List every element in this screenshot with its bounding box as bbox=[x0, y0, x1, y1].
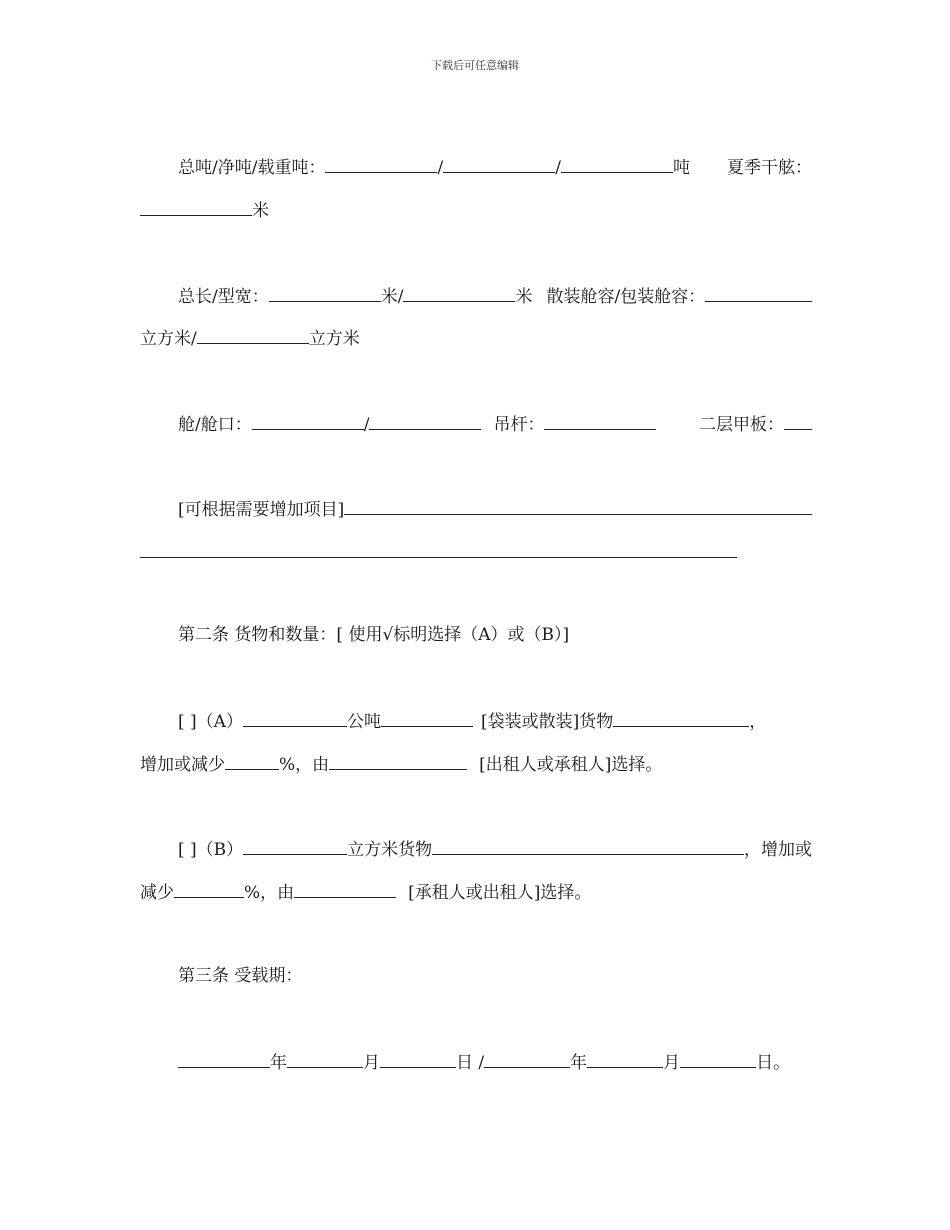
start-year-blank[interactable] bbox=[178, 1050, 270, 1068]
extra-items-blank[interactable] bbox=[344, 497, 812, 515]
option-a-percent-blank[interactable] bbox=[225, 752, 279, 770]
net-tonnage-blank[interactable] bbox=[443, 155, 555, 173]
unit-label: 吨 bbox=[672, 158, 690, 178]
option-a-tag: （A） bbox=[196, 712, 243, 732]
deadweight-blank[interactable] bbox=[561, 155, 673, 173]
derricks-blank[interactable] bbox=[544, 412, 656, 430]
option-a-packing-blank[interactable] bbox=[381, 709, 473, 727]
derricks-label: 吊杆： bbox=[493, 415, 545, 435]
bale-capacity-blank[interactable] bbox=[197, 326, 309, 344]
extra-items-line bbox=[140, 497, 812, 521]
option-b-cargo-label: 立方米货物 bbox=[347, 840, 433, 860]
year-label: 年 bbox=[270, 1053, 287, 1073]
option-b-tolerance-label: ，增加或 bbox=[744, 840, 812, 860]
option-b-line bbox=[140, 837, 812, 861]
start-month-blank[interactable] bbox=[287, 1050, 363, 1068]
hatches-blank[interactable] bbox=[369, 412, 481, 430]
option-b-tag: （B） bbox=[196, 840, 244, 860]
holds-line bbox=[140, 412, 812, 436]
article-2-heading: 第二条 货物和数量：[ 使用√标明选择（A）或（B）] bbox=[178, 625, 570, 645]
article-3-heading: 第三条 受载期： bbox=[178, 966, 303, 986]
option-b-percent-blank[interactable] bbox=[174, 880, 244, 898]
summer-freeboard-blank[interactable] bbox=[140, 198, 252, 216]
extra-items-continuation bbox=[140, 539, 812, 561]
summer-freeboard-line bbox=[140, 198, 812, 222]
breadth-blank[interactable] bbox=[403, 284, 515, 302]
option-a-party-blank[interactable] bbox=[329, 752, 467, 770]
option-b-volume-blank[interactable] bbox=[243, 837, 347, 855]
option-a-line bbox=[140, 709, 812, 733]
month-label: 月 bbox=[663, 1053, 681, 1073]
option-a-line-2 bbox=[140, 752, 812, 776]
end-year-blank[interactable] bbox=[484, 1050, 570, 1068]
option-a-tolerance-label: 增加或减少 bbox=[140, 755, 225, 775]
separator: / bbox=[363, 415, 370, 435]
unit-label: 米/ bbox=[380, 287, 404, 307]
extra-items-blank-2[interactable] bbox=[140, 540, 737, 558]
page-header: 下载后可任意编辑 bbox=[431, 59, 519, 72]
unit-label: 米 bbox=[252, 201, 269, 221]
length-blank[interactable] bbox=[269, 284, 381, 302]
separator: / bbox=[437, 158, 444, 178]
day-label: 日 / bbox=[456, 1053, 485, 1073]
option-a-by-label: %，由 bbox=[279, 755, 330, 775]
dimensions-label: 总长/型宽： bbox=[178, 287, 269, 307]
capacity-line bbox=[140, 326, 812, 350]
option-b-checkbox[interactable]: [ ] bbox=[178, 840, 197, 860]
tweendeck-blank[interactable] bbox=[784, 412, 812, 430]
summer-freeboard-label: 夏季干舷： bbox=[727, 158, 812, 178]
tweendeck-label: 二层甲板： bbox=[699, 415, 784, 435]
punctuation: ， bbox=[749, 712, 767, 732]
end-month-blank[interactable] bbox=[587, 1050, 663, 1068]
unit-label: 公吨 bbox=[346, 712, 381, 732]
bulk-capacity-blank[interactable] bbox=[705, 284, 812, 302]
start-day-blank[interactable] bbox=[380, 1050, 456, 1068]
unit-label: 米 bbox=[515, 287, 533, 307]
option-a-cargo-label: [袋装或散装]货物 bbox=[480, 712, 614, 732]
year-label: 年 bbox=[570, 1053, 588, 1073]
option-b-cargo-blank[interactable] bbox=[432, 837, 744, 855]
gross-tonnage-blank[interactable] bbox=[325, 155, 437, 173]
option-a-tons-blank[interactable] bbox=[243, 709, 347, 727]
holds-blank[interactable] bbox=[252, 412, 364, 430]
laydays-line bbox=[140, 1050, 812, 1074]
unit-label: 立方米 bbox=[308, 329, 360, 349]
capacity-label: 散装舱容/包装舱容： bbox=[546, 287, 706, 307]
option-b-line-2 bbox=[140, 880, 812, 904]
option-a-choice-label: [出租人或承租人]选择。 bbox=[479, 755, 663, 775]
option-a-cargo-blank[interactable] bbox=[613, 709, 749, 727]
dimensions-line bbox=[140, 284, 812, 308]
extra-items-label: [可根据需要增加项目] bbox=[178, 500, 345, 520]
separator: / bbox=[555, 158, 561, 178]
month-label: 月 bbox=[363, 1053, 380, 1073]
option-b-by-label: %，由 bbox=[244, 883, 295, 903]
end-day-blank[interactable] bbox=[680, 1050, 756, 1068]
option-b-decrease-label: 减少 bbox=[140, 883, 174, 903]
day-label: 日。 bbox=[756, 1053, 791, 1073]
option-b-party-blank[interactable] bbox=[294, 880, 396, 898]
unit-label: 立方米/ bbox=[140, 329, 197, 349]
tonnage-label: 总吨/净吨/载重吨： bbox=[178, 158, 326, 178]
option-b-choice-label: [承租人或出租人]选择。 bbox=[408, 883, 592, 903]
tonnage-line bbox=[140, 155, 812, 179]
holds-label: 舱/舱口： bbox=[178, 415, 252, 435]
option-a-checkbox[interactable]: [ ] bbox=[178, 712, 197, 732]
